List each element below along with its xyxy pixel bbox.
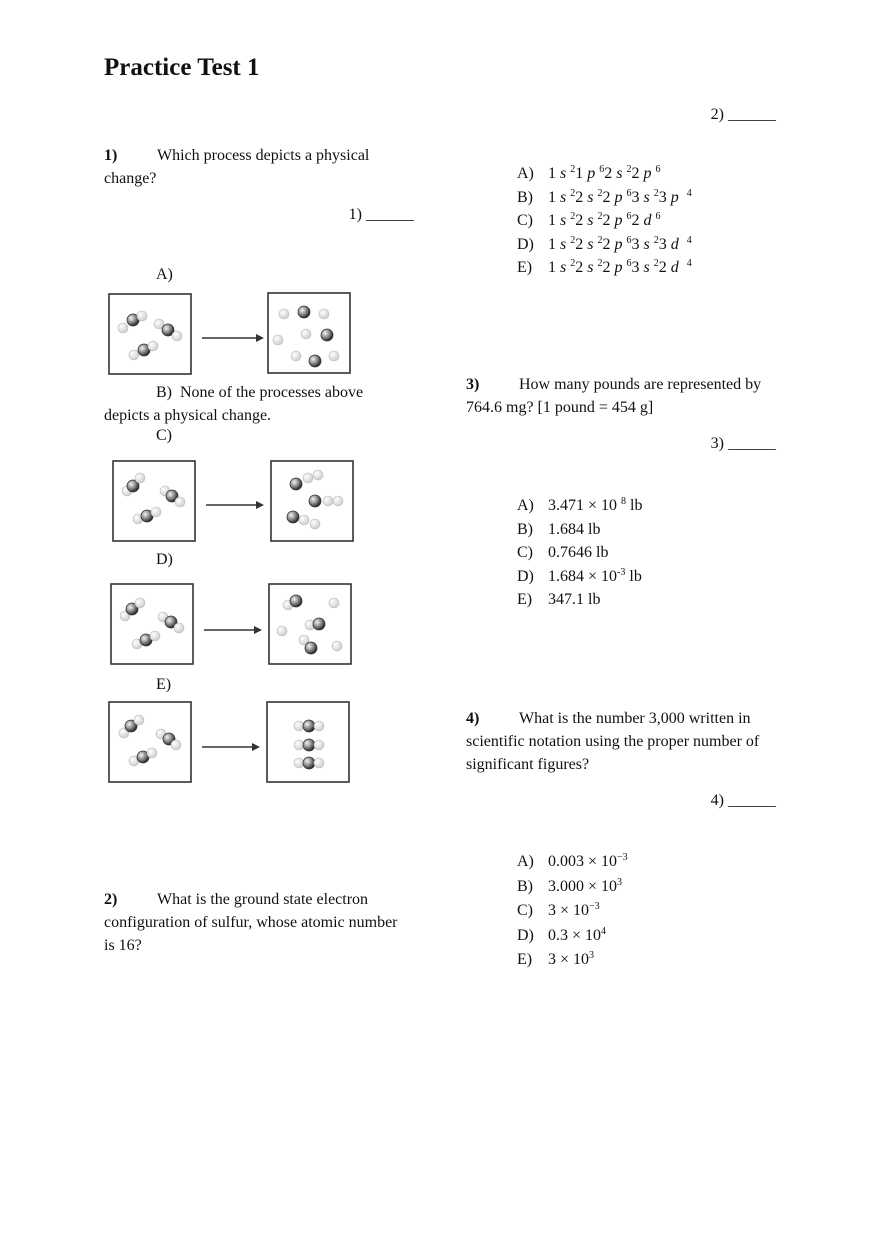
question-number: 2)	[104, 891, 118, 908]
option-row[interactable]	[517, 850, 628, 875]
option-label: B)	[517, 877, 533, 895]
page-title: Practice Test 1	[104, 54, 260, 81]
exponent: 8	[621, 496, 627, 507]
question-text: Which process depicts a physical change?	[104, 147, 370, 187]
option-text: 1.684 lb	[548, 520, 601, 538]
question-number: 4)	[466, 710, 480, 727]
option-text: 1.684 × 10	[548, 567, 618, 585]
option-text: 0.003 × 10	[548, 853, 618, 870]
option-row[interactable]	[517, 518, 642, 542]
option-label: A)	[517, 853, 534, 870]
question-4	[466, 707, 776, 776]
option-row[interactable]	[517, 565, 642, 589]
option-text: 3 × 10	[548, 951, 590, 968]
exponent: -3	[617, 566, 626, 578]
option-label: D)	[517, 567, 534, 585]
option-label: D)	[517, 235, 534, 253]
option-label: E)	[517, 259, 533, 276]
option-row[interactable]	[517, 875, 628, 900]
option-b[interactable]	[104, 381, 404, 427]
answer-blank[interactable]: 4) ______	[710, 792, 776, 809]
option-label[interactable]: A)	[156, 266, 173, 283]
option-label: D)	[517, 926, 534, 944]
q2-options	[517, 162, 692, 280]
answer-blank[interactable]: 3) ______	[710, 435, 776, 452]
q3-options	[517, 494, 642, 612]
exponent: −3	[617, 852, 628, 863]
option-row[interactable]: C) 1 s $^2$2 s $^2$2 p $^6$2 d $^6$	[517, 209, 692, 233]
option-row[interactable]	[517, 899, 628, 924]
question-number: 3)	[466, 376, 480, 393]
question-2	[104, 888, 404, 957]
option-text: 3.000 × 10	[548, 877, 618, 895]
option-label: B)	[156, 384, 172, 401]
option-row[interactable]	[517, 924, 628, 949]
option-label[interactable]: E)	[156, 676, 172, 693]
option-text: None of the processes above depicts a physical change.	[104, 384, 364, 424]
option-label: A)	[517, 497, 534, 514]
exponent: 3	[617, 876, 623, 888]
diagram-option-a	[106, 290, 356, 378]
option-row[interactable]	[517, 588, 642, 612]
option-text: 347.1 lb	[548, 591, 601, 608]
option-label[interactable]: D)	[156, 551, 173, 568]
option-row[interactable]	[517, 948, 628, 973]
option-row[interactable]	[517, 494, 642, 518]
option-text: 0.7646 lb	[548, 544, 609, 561]
option-label: C)	[517, 544, 533, 561]
option-label[interactable]: C)	[156, 427, 172, 444]
option-label: C)	[517, 212, 533, 229]
unit: lb	[630, 497, 643, 514]
q4-options	[517, 850, 628, 973]
option-row[interactable]	[517, 541, 642, 565]
exponent: −3	[589, 901, 600, 912]
option-label: B)	[517, 188, 533, 206]
option-text: 3 × 10	[548, 902, 590, 919]
unit: lb	[629, 567, 642, 585]
exponent: 4	[601, 925, 607, 937]
answer-blank[interactable]: 1) ______	[348, 206, 414, 223]
option-label: C)	[517, 902, 533, 919]
option-row[interactable]: D) 1 s $^2$2 s $^2$2 p $^6$3 s $^2$3 d $^4$	[517, 233, 692, 257]
option-text: 3.471 × 10	[548, 497, 618, 514]
option-label: B)	[517, 520, 533, 538]
diagram-option-c	[110, 457, 360, 545]
option-label: A)	[517, 165, 534, 182]
diagram-option-d	[108, 580, 358, 668]
option-row[interactable]: B) 1 s $^2$2 s $^2$2 p $^6$3 s $^2$3 p $^4$	[517, 186, 692, 210]
option-row[interactable]: A) 1 s $^2$1 p $^6$2 s $^2$2 p $^6$	[517, 162, 692, 186]
option-row[interactable]: E) 1 s $^2$2 s $^2$2 p $^6$3 s $^2$2 d $^4$	[517, 256, 692, 280]
option-label: E)	[517, 951, 533, 968]
option-label: E)	[517, 591, 533, 608]
diagram-option-e	[106, 698, 356, 788]
question-text: What is the number 3,000 written in scientific notation using the proper number of significant figures?	[466, 710, 760, 773]
question-text: How many pounds are represented by 764.6 mg? [1 pound = 454 g]	[466, 376, 762, 416]
question-3	[466, 373, 776, 419]
question-text: What is the ground state electron configuration of sulfur, whose atomic number is 16?	[104, 891, 398, 954]
question-1	[104, 144, 404, 190]
answer-blank[interactable]: 2) ______	[710, 106, 776, 123]
question-number: 1)	[104, 147, 118, 164]
option-text: 0.3 × 10	[548, 926, 602, 944]
exponent: 3	[589, 950, 595, 961]
